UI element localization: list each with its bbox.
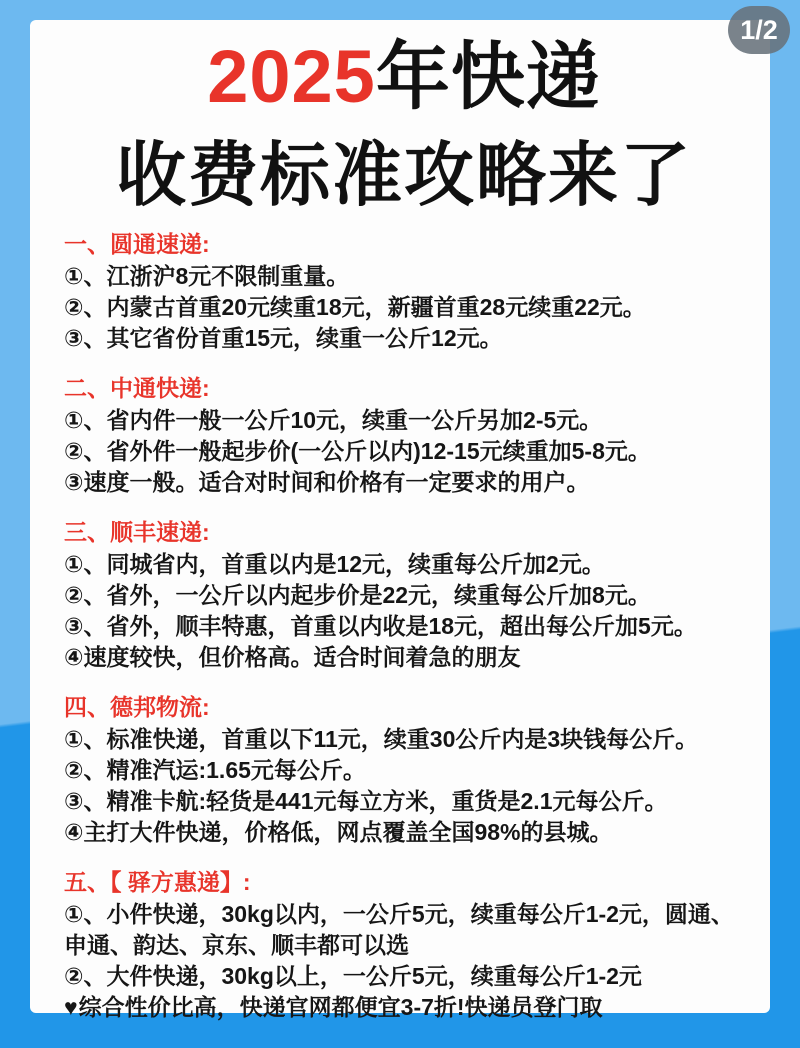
section-item: ①、小件快递，30kg以内，一公斤5元，续重每公斤1-2元，圆通、申通、韵达、京东、顺丰都可以选 (64, 901, 734, 958)
section-item: ③、省外，顺丰特惠，首重以内收是18元，超出每公斤加5元。 (64, 613, 697, 639)
section-yifanghuidi (64, 869, 744, 1023)
title-line1-rest: 年快递 (375, 35, 601, 118)
section-item: ①、江浙沪8元不限制重量。 (64, 263, 350, 289)
section-deppon (64, 694, 744, 848)
section-zto (64, 375, 744, 498)
section-item: ③、精准卡航:轻货是441元每立方米，重货是2.1元每公斤。 (64, 788, 668, 814)
section-item: ①、省内件一般一公斤10元，续重一公斤另加2-5元。 (64, 407, 603, 433)
section-sf (64, 519, 744, 673)
section-header: 一、圆通速递: (64, 231, 210, 257)
section-header: 四、德邦物流: (64, 694, 210, 720)
section-item: ②、省外件一般起步价(一公斤以内)12-15元续重加5-8元。 (64, 438, 651, 464)
pager-badge (728, 6, 790, 54)
section-item: ②、内蒙古首重20元续重18元，新疆首重28元续重22元。 (64, 294, 646, 320)
section-item: ③、其它省份首重15元，续重一公斤12元。 (64, 325, 503, 351)
poster-title-line1 (64, 35, 744, 118)
footnote-text: 综合性价比高，快递官网都便宜3-7折!快递员登门取 (78, 994, 603, 1020)
section-item: ②、精准汽运:1.65元每公斤。 (64, 757, 366, 783)
section-header: 三、顺丰速递: (64, 519, 210, 545)
section-item: ②、省外，一公斤以内起步价是22元，续重每公斤加8元。 (64, 582, 651, 608)
section-yto (64, 231, 744, 354)
section-header: 五、【 驿方惠递】: (64, 869, 251, 895)
poster-card (30, 20, 770, 1020)
title-year-highlight: 2025 (207, 35, 376, 118)
section-item: ④主打大件快递，价格低，网点覆盖全国98%的县城。 (64, 819, 613, 845)
heart-icon: ♥ (64, 994, 78, 1020)
footnote (64, 992, 744, 1023)
section-item: ④速度较快，但价格高。适合时间着急的朋友 (64, 644, 521, 670)
section-item: ①、标准快递，首重以下11元，续重30公斤内是3块钱每公斤。 (64, 726, 699, 752)
pager-badge-label: 1/2 (740, 14, 778, 45)
poster-title-line2: 收费标准攻略来了 (116, 136, 692, 214)
section-item: ③速度一般。适合对时间和价格有一定要求的用户。 (64, 469, 590, 495)
section-item: ①、同城省内，首重以内是12元，续重每公斤加2元。 (64, 551, 605, 577)
section-item: ②、大件快递，30kg以上，一公斤5元，续重每公斤1-2元 (64, 963, 642, 989)
section-header: 二、中通快递: (64, 375, 210, 401)
